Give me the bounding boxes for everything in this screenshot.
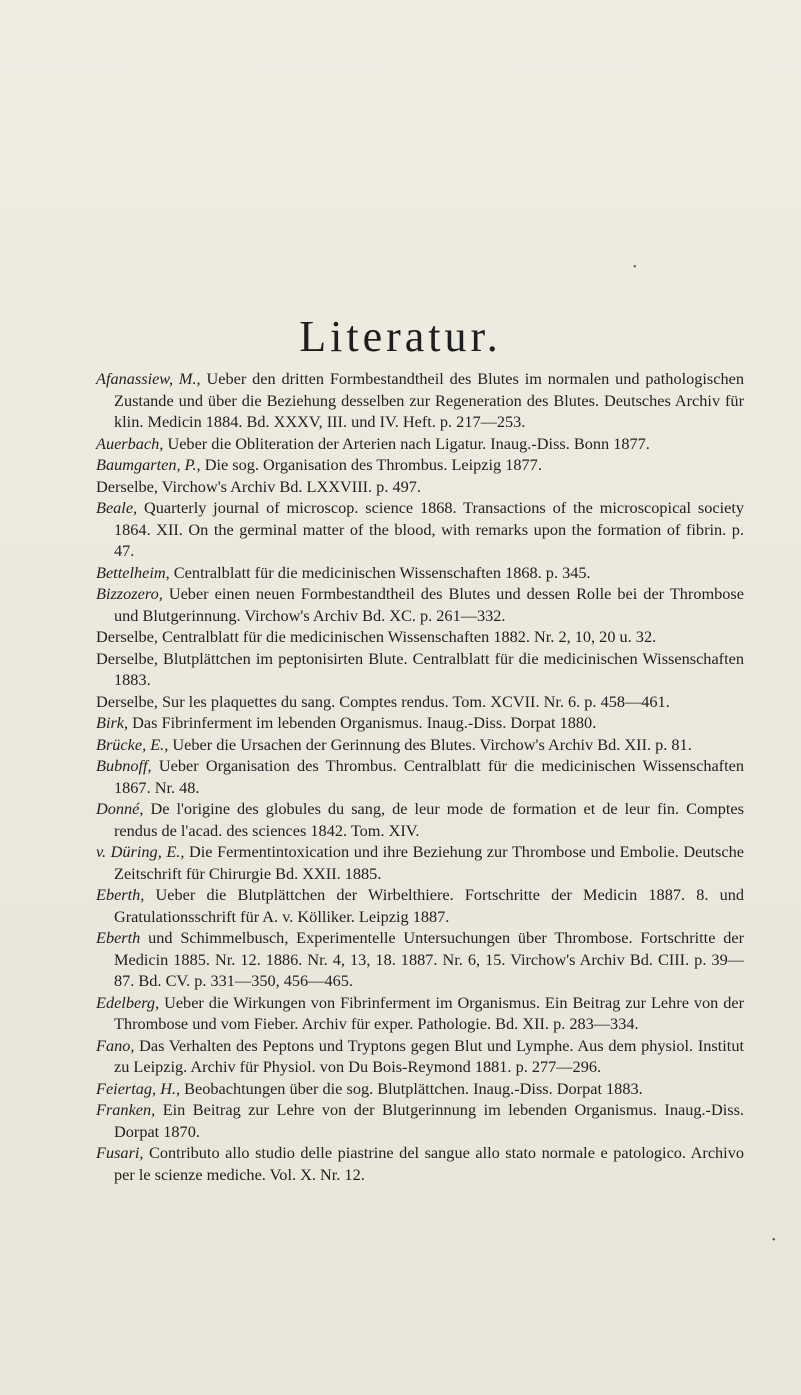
reference-entry bbox=[96, 712, 744, 734]
reference-author: Birk, bbox=[96, 713, 129, 732]
reference-entry bbox=[96, 927, 744, 992]
reference-text: Die Fermentintoxication und ihre Beziehung zur Thrombose und Embolie. Deutsche Zeitschrift für Chirurgie Bd. XXII. 1885. bbox=[114, 842, 744, 883]
reference-text: Ueber den dritten Formbestandtheil des Blutes im normalen und pathologischen Zustande und über die Beziehung desselben zur Regeneration des Blutes. Deutsches Archiv für klin. Medicin 1884. Bd. XXXV, III. und IV. Heft. p. 217—253. bbox=[114, 369, 744, 431]
reference-entry bbox=[96, 583, 744, 626]
reference-text: Centralblatt für die medicinischen Wissenschaften 1868. p. 345. bbox=[169, 562, 591, 582]
reference-entry bbox=[96, 562, 744, 584]
reference-author: Edelberg, bbox=[96, 992, 160, 1012]
reference-text: Ueber die Ursachen der Gerinnung des Blutes. Virchow's Archiv Bd. XII. p. 81. bbox=[168, 734, 692, 754]
reference-entry bbox=[96, 992, 744, 1035]
reference-text: Ueber die Wirkungen von Fibrinferment im Organismus. Ein Beitrag zur Lehre von der Thrombose und vom Fieber. Archiv für exper. Pathologie. Bd. XII. p. 283—334. bbox=[114, 992, 744, 1033]
reference-entry bbox=[96, 648, 744, 691]
reference-author: Bettelheim, bbox=[96, 562, 170, 582]
page-title: Literatur. bbox=[299, 312, 502, 362]
reference-entry bbox=[96, 798, 744, 841]
reference-text: Beobachtungen über die sog. Blutplättchen. Inaug.-Diss. Dorpat 1883. bbox=[180, 1078, 643, 1098]
reference-author: Bubnoff, bbox=[96, 756, 152, 775]
reference-text: Das Fibrinferment im lebenden Organismus. Inaug.-Diss. Dorpat 1880. bbox=[128, 713, 597, 732]
reference-text: Das Verhalten des Peptons und Tryptons gegen Blut und Lymphe. Aus dem physiol. Institut zu Leipzig. Archiv für Physiol. von Du Bois-Reymond 1881. p. 277—296. bbox=[114, 1035, 744, 1076]
reference-text: Quarterly journal of microscop. science 1868. Transactions of the microscopical society 1864. XII. On the germinal matter of the blood, with remarks upon the formation of fibrin. p. 47. bbox=[114, 498, 744, 560]
reference-text: Die sog. Organisation des Thrombus. Leipzig 1877. bbox=[200, 455, 542, 474]
reference-author: Eberth, bbox=[96, 885, 145, 904]
reference-author: Baumgarten, P., bbox=[96, 455, 201, 474]
reference-author: Afanassiew, M., bbox=[96, 369, 201, 388]
reference-author: Donné, bbox=[96, 799, 144, 818]
reference-entry bbox=[96, 734, 744, 756]
reference-text: Derselbe, Sur les plaquettes du sang. Comptes rendus. Tom. XCVII. Nr. 6. p. 458—461. bbox=[96, 691, 670, 711]
reference-author: Bizzozero, bbox=[96, 584, 163, 603]
reference-entry bbox=[96, 884, 744, 927]
reference-entry bbox=[96, 497, 744, 562]
reference-entry bbox=[96, 1035, 744, 1078]
reference-text: und Schimmelbusch, Experimentelle Untersuchungen über Thrombose. Fortschritte der Medicin 1885. Nr. 12. 1886. Nr. 4, 13, 18. 1887. Nr. 6, 15. Virchow's Archiv Bd. CIII. p. 39—87. Bd. CV. p. 331—350, 456—465. bbox=[114, 928, 744, 990]
reference-author: Brücke, E., bbox=[96, 734, 169, 754]
reference-author: Franken, bbox=[96, 1100, 156, 1119]
reference-entry bbox=[96, 454, 744, 476]
reference-entry bbox=[96, 1099, 744, 1142]
reference-text: Derselbe, Blutplättchen im peptonisirten Blute. Centralblatt für die medicinischen Wissenschaften 1883. bbox=[96, 648, 744, 689]
reference-list bbox=[96, 368, 744, 1185]
reference-entry bbox=[96, 755, 744, 798]
reference-text: Ueber Organisation des Thrombus. Centralblatt für die medicinischen Wissenschaften 1867. Nr. 48. bbox=[114, 756, 744, 797]
reference-text: Ueber einen neuen Formbestandtheil des Blutes und dessen Rolle bei der Thrombose und Blutgerinnung. Virchow's Archiv Bd. XC. p. 261—332. bbox=[114, 584, 744, 625]
reference-text: De l'origine des globules du sang, de leur mode de formation et de leur fin. Comptes rendus de l'acad. des sciences 1842. Tom. XIV. bbox=[114, 799, 744, 840]
reference-text: Ueber die Blutplättchen der Wirbelthiere. Fortschritte der Medicin 1887. 8. und Gratulationsschrift für A. v. Kölliker. Leipzig 1887. bbox=[114, 885, 744, 926]
reference-text: Derselbe, Virchow's Archiv Bd. LXXVIII. p. 497. bbox=[96, 476, 421, 496]
page-speck-mark: • bbox=[772, 1235, 776, 1246]
reference-text: Ueber die Obliteration der Arterien nach Ligatur. Inaug.-Diss. Bonn 1877. bbox=[163, 433, 650, 453]
reference-entry bbox=[96, 626, 744, 648]
reference-entry bbox=[96, 841, 744, 884]
reference-entry bbox=[96, 476, 744, 498]
reference-entry bbox=[96, 1078, 744, 1100]
reference-entry bbox=[96, 368, 744, 433]
reference-author: Fusari, bbox=[96, 1143, 144, 1162]
reference-text: Ein Beitrag zur Lehre von der Blutgerinnung im lebenden Organismus. Inaug.-Diss. Dorpat 1870. bbox=[114, 1100, 744, 1141]
reference-text: Contributo allo studio delle piastrine del sangue allo stato normale e patologico. Archivo per le scienze mediche. Vol. X. Nr. 12. bbox=[114, 1143, 744, 1184]
reference-entry bbox=[96, 1142, 744, 1185]
reference-author: Fano, bbox=[96, 1035, 135, 1055]
page-speck-mark: • bbox=[633, 262, 637, 273]
reference-text: Derselbe, Centralblatt für die medicinischen Wissenschaften 1882. Nr. 2, 10, 20 u. 32. bbox=[96, 627, 657, 646]
reference-entry bbox=[96, 433, 744, 455]
reference-author: Beale, bbox=[96, 498, 138, 517]
reference-entry bbox=[96, 691, 744, 713]
reference-author: Auerbach, bbox=[96, 433, 164, 453]
reference-author: Feiertag, H., bbox=[96, 1078, 181, 1098]
reference-author: Eberth bbox=[96, 928, 141, 947]
reference-author: v. Düring, E., bbox=[96, 842, 185, 861]
